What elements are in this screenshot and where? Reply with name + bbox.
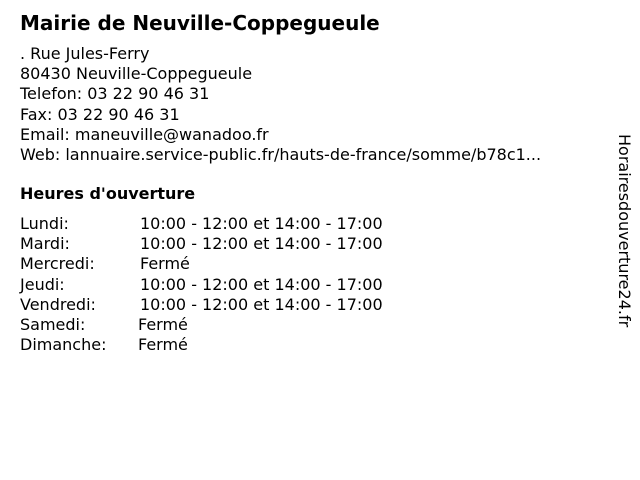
opening-hours-heading: Heures d'ouverture xyxy=(20,184,196,203)
day-label: Mardi: xyxy=(20,234,70,254)
fax-number: Fax: 03 22 90 46 31 xyxy=(20,104,180,124)
address-street: . Rue Jules-Ferry xyxy=(20,44,150,63)
time-value: 10:00 - 12:00 et 14:00 - 17:00 xyxy=(140,274,383,294)
time-value: Fermé xyxy=(138,314,188,334)
contact-info xyxy=(20,44,541,165)
phone-number: Telefon: 03 22 90 46 31 xyxy=(20,84,210,104)
time-value: 10:00 - 12:00 et 14:00 - 17:00 xyxy=(140,234,383,254)
day-label: Jeudi: xyxy=(20,274,65,294)
time-value: Fermé xyxy=(140,254,190,274)
site-brand-vertical: Horairesdouverture24.fr xyxy=(615,134,634,328)
day-label: Vendredi: xyxy=(20,294,96,314)
email-address: Email: maneuville@wanadoo.fr xyxy=(20,124,269,144)
website-link: Web: lannuaire.service-public.fr/hauts-de-france/somme/b78c1... xyxy=(20,144,542,164)
day-label: Dimanche: xyxy=(20,335,107,355)
page-title: Mairie de Neuville-Coppegueule xyxy=(20,11,380,35)
time-value: 10:00 - 12:00 et 14:00 - 17:00 xyxy=(140,214,383,233)
day-label: Lundi: xyxy=(20,214,69,233)
time-value: 10:00 - 12:00 et 14:00 - 17:00 xyxy=(140,294,383,314)
time-value: Fermé xyxy=(138,335,188,355)
day-label: Samedi: xyxy=(20,314,86,334)
day-label: Mercredi: xyxy=(20,254,95,274)
address-city: 80430 Neuville-Coppegueule xyxy=(20,64,253,84)
